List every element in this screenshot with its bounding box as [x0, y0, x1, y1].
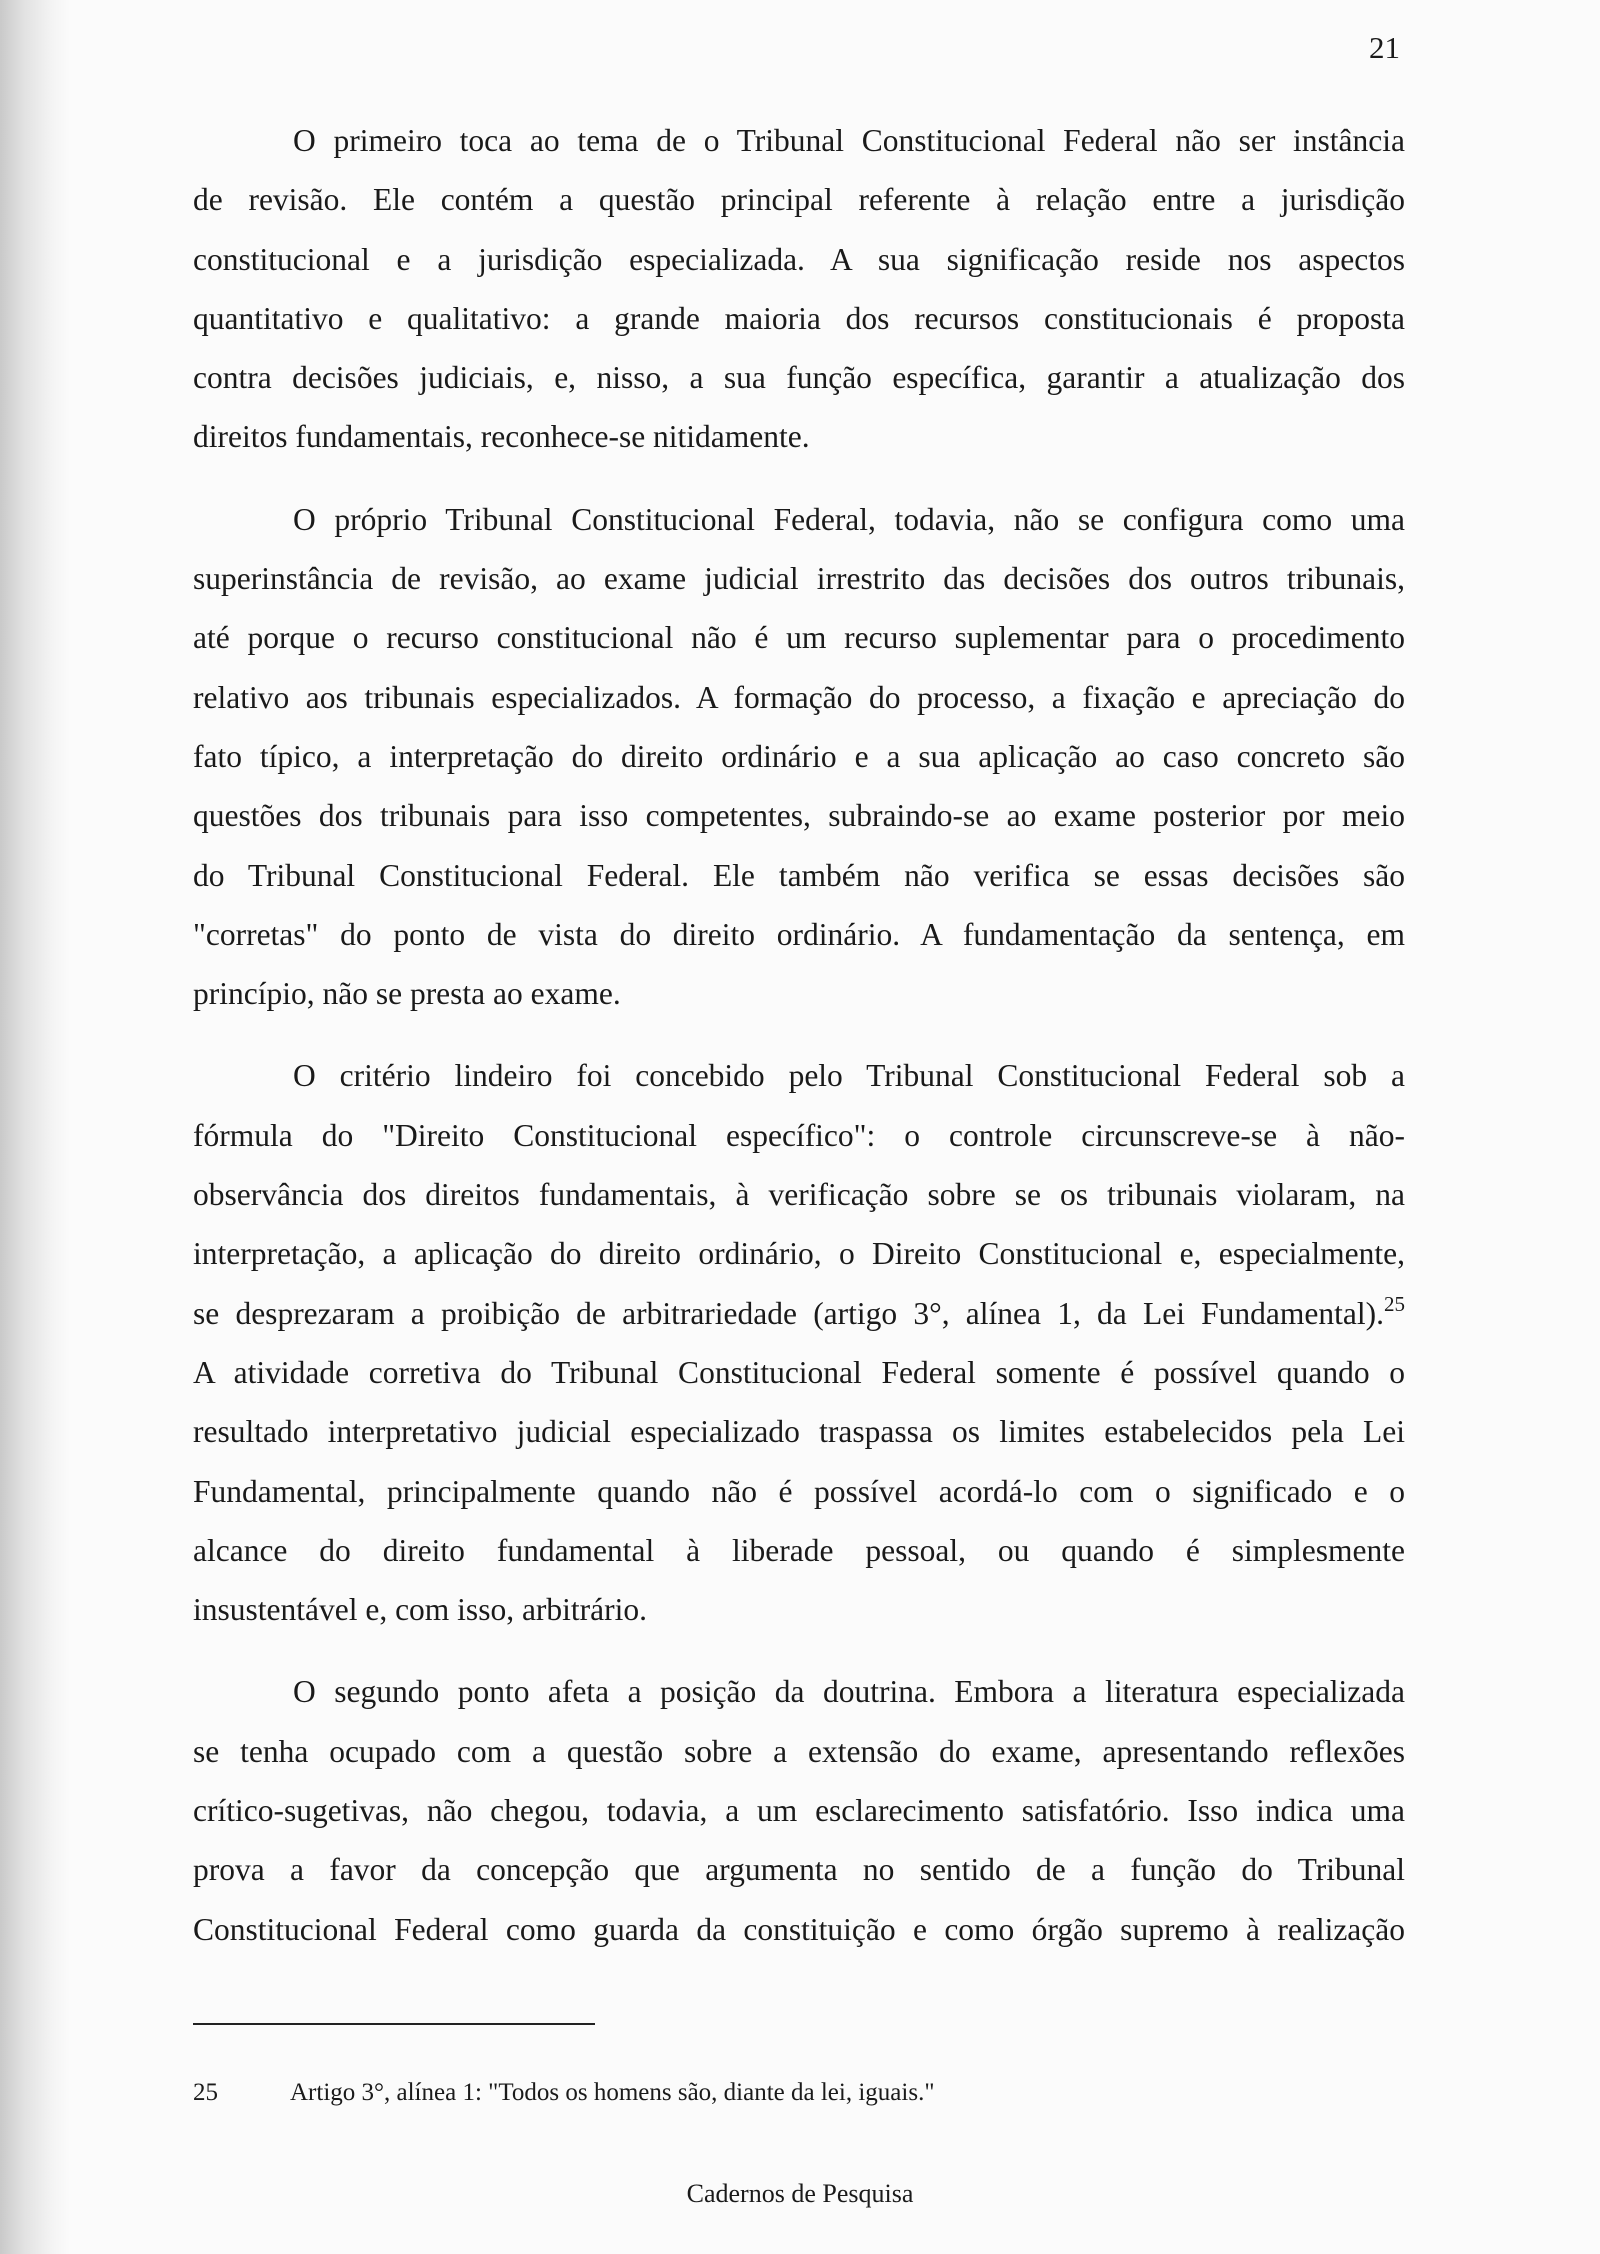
- body-text: [193, 111, 1405, 1959]
- footnote-reference: 25: [1384, 1291, 1405, 1316]
- footnote-separator: [193, 2023, 595, 2025]
- text-line: O próprio Tribunal Constitucional Federal, todavia, não se configura como uma: [293, 501, 1405, 537]
- text-line: alcance do direito fundamental à liberade pessoal, ou quando é simplesmente: [193, 1532, 1405, 1568]
- text-line: resultado interpretativo judicial especializado traspassa os limites estabelecidos pela Lei: [193, 1414, 1405, 1450]
- text-line: contra decisões judiciais, e, nisso, a sua função específica, garantir a atualização dos: [193, 360, 1405, 396]
- text-line: "corretas" do ponto de vista do direito ordinário. A fundamentação da sentença, em: [193, 916, 1405, 952]
- text-line: fato típico, a interpretação do direito ordinário e a sua aplicação ao caso concreto são: [193, 738, 1405, 774]
- paragraph-3: [193, 1046, 1405, 1639]
- text-line: constitucional e a jurisdição especializada. A sua significação reside nos aspectos: [193, 241, 1405, 277]
- paragraph-1: [193, 111, 1405, 467]
- paragraph-2: [193, 490, 1405, 1024]
- text-line: princípio, não se presta ao exame.: [193, 976, 621, 1012]
- text-line: se tenha ocupado com a questão sobre a extensão do exame, apresentando reflexões: [193, 1733, 1405, 1769]
- text-line: Fundamental, principalmente quando não é possível acordá-lo com o significado e o: [193, 1473, 1405, 1509]
- text-line: Constitucional Federal como guarda da constituição e como órgão supremo à realização: [193, 1911, 1405, 1947]
- text-line: O segundo ponto afeta a posição da doutrina. Embora a literatura especializada: [293, 1674, 1405, 1710]
- text-line: prova a favor da concepção que argumenta no sentido de a função do Tribunal: [193, 1852, 1405, 1888]
- text-line-content: se desprezaram a proibição de arbitrariedade (artigo 3°, alínea 1, da Lei Fundamental).: [193, 1295, 1384, 1331]
- footnote-text: Artigo 3°, alínea 1: "Todos os homens são, diante da lei, iguais.": [290, 2079, 935, 2106]
- page-footer: Cadernos de Pesquisa: [686, 2179, 914, 2208]
- text-line: interpretação, a aplicação do direito ordinário, o Direito Constitucional e, especialmente,: [193, 1236, 1405, 1272]
- scan-binding-shadow: [0, 0, 70, 2254]
- text-line: insustentável e, com isso, arbitrário.: [193, 1592, 648, 1628]
- text-line: A atividade corretiva do Tribunal Constitucional Federal somente é possível quando o: [193, 1354, 1405, 1390]
- page-number: 21: [1369, 30, 1400, 65]
- text-line: até porque o recurso constitucional não é um recurso suplementar para o procedimento: [193, 620, 1405, 656]
- text-line: quantitativo e qualitativo: a grande maioria dos recursos constitucionais é proposta: [193, 300, 1405, 336]
- text-line: observância dos direitos fundamentais, à verificação sobre se os tribunais violaram, na: [193, 1177, 1405, 1213]
- text-line: crítico-sugetivas, não chegou, todavia, a um esclarecimento satisfatório. Isso indica uma: [193, 1793, 1405, 1829]
- text-line: direitos fundamentais, reconhece-se nitidamente.: [193, 419, 810, 455]
- footnote-number: 25: [193, 2079, 218, 2106]
- text-line: O critério lindeiro foi concebido pelo Tribunal Constitucional Federal sob a: [293, 1058, 1405, 1094]
- text-line: fórmula do "Direito Constitucional específico": o controle circunscreve-se à não-: [193, 1117, 1405, 1153]
- text-line: questões dos tribunais para isso competentes, subraindo-se ao exame posterior por meio: [193, 798, 1405, 834]
- text-line: do Tribunal Constitucional Federal. Ele também não verifica se essas decisões são: [193, 857, 1405, 893]
- footnote: [193, 2077, 1293, 2109]
- paragraph-4: [193, 1662, 1405, 1958]
- text-line: de revisão. Ele contém a questão principal referente à relação entre a jurisdição: [193, 182, 1405, 218]
- text-line: superinstância de revisão, ao exame judicial irrestrito das decisões dos outros tribunais,: [193, 561, 1405, 597]
- text-line: O primeiro toca ao tema de o Tribunal Constitucional Federal não ser instância: [293, 123, 1405, 158]
- text-line-with-footnote: [193, 1284, 1405, 1343]
- text-line: relativo aos tribunais especializados. A formação do processo, a fixação e apreciação do: [193, 679, 1405, 715]
